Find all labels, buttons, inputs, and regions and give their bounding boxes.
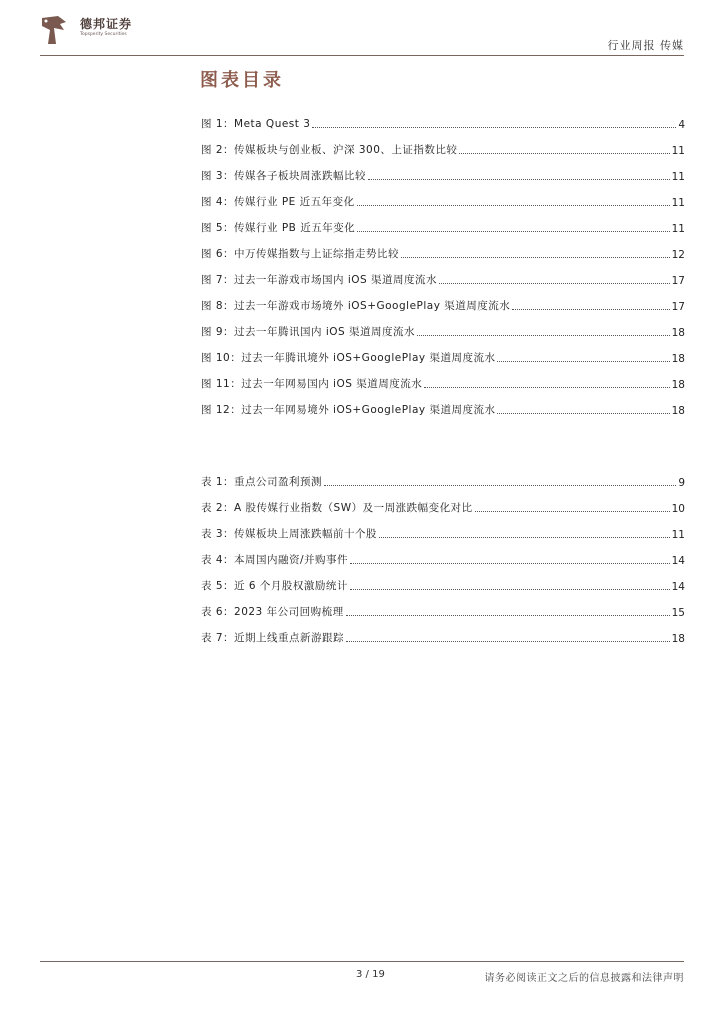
toc-entry-table[interactable]	[201, 619, 685, 645]
toc-entry-page: 9	[678, 477, 685, 489]
toc-entry-label: 图 9：过去一年腾讯国内 iOS 渠道周度流水	[201, 326, 416, 338]
toc-leader	[346, 614, 670, 616]
toc-entry-figure[interactable]	[201, 339, 685, 365]
toc-leader	[357, 204, 670, 206]
toc-leader	[346, 640, 670, 642]
toc-entry-page: 11	[671, 145, 685, 157]
toc-leader	[424, 386, 669, 388]
toc-entry-label: 图 1：Meta Quest 3	[201, 118, 311, 130]
toc-leader	[459, 152, 669, 154]
header-divider	[40, 55, 684, 56]
figure-list	[201, 105, 685, 417]
toc-entry-table[interactable]	[201, 489, 685, 515]
toc-entry-label: 表 5：近 6 个月股权激励统计	[201, 580, 348, 592]
toc-entry-label: 表 7：近期上线重点新游跟踪	[201, 632, 345, 644]
toc-entry-figure[interactable]	[201, 183, 685, 209]
toc-entry-page: 11	[671, 529, 685, 541]
toc-entry-page: 18	[671, 633, 685, 645]
toc-entry-figure[interactable]	[201, 287, 685, 313]
toc-entry-page: 18	[671, 327, 685, 339]
toc-entry-figure[interactable]	[201, 131, 685, 157]
toc-entry-page: 18	[671, 353, 685, 365]
toc-entry-table[interactable]	[201, 541, 685, 567]
toc-entry-page: 12	[671, 249, 685, 261]
logo-text-cn: 德邦证券	[80, 17, 133, 31]
page-header	[0, 0, 724, 60]
toc-entry-page: 11	[671, 197, 685, 209]
toc-entry-figure[interactable]	[201, 105, 685, 131]
toc-entry-table[interactable]	[201, 463, 685, 489]
toc-entry-page: 11	[671, 223, 685, 235]
toc-entry-page: 15	[671, 607, 685, 619]
toc-entry-figure[interactable]	[201, 391, 685, 417]
table-list	[201, 463, 685, 645]
toc-title: 图表目录	[200, 70, 284, 91]
toc-leader	[475, 510, 670, 512]
toc-leader	[324, 484, 676, 486]
company-logo	[40, 14, 140, 50]
toc-entry-figure[interactable]	[201, 313, 685, 339]
toc-entry-page: 10	[671, 503, 685, 515]
footer-divider	[40, 961, 684, 962]
toc-leader	[368, 178, 670, 180]
toc-entry-label: 表 4：本周国内融资/并购事件	[201, 554, 349, 566]
toc-leader	[497, 360, 669, 362]
toc-entry-page: 18	[671, 405, 685, 417]
toc-entry-label: 图 12：过去一年网易境外 iOS+GooglePlay 渠道周度流水	[201, 404, 496, 416]
toc-leader	[512, 308, 669, 310]
page-number: 3 / 19	[356, 969, 385, 980]
toc-entry-page: 4	[678, 119, 685, 131]
toc-leader	[350, 562, 670, 564]
toc-entry-label: 表 2：A 股传媒行业指数（SW）及一周涨跌幅变化对比	[201, 502, 473, 514]
report-category: 行业周报 传媒	[607, 39, 684, 52]
toc-entry-page: 11	[671, 171, 685, 183]
toc-leader	[379, 536, 670, 538]
toc-entry-figure[interactable]	[201, 235, 685, 261]
toc-entry-page: 17	[671, 275, 685, 287]
toc-entry-figure[interactable]	[201, 209, 685, 235]
logo-icon	[40, 14, 70, 46]
toc-entry-figure[interactable]	[201, 157, 685, 183]
toc-entry-label: 图 11：过去一年网易国内 iOS 渠道周度流水	[201, 378, 423, 390]
toc-entry-label: 表 1：重点公司盈利预测	[201, 476, 323, 488]
toc-entry-label: 图 4：传媒行业 PE 近五年变化	[201, 196, 355, 208]
toc-entry-label: 图 7：过去一年游戏市场国内 iOS 渠道周度流水	[201, 274, 438, 286]
toc-entry-figure[interactable]	[201, 365, 685, 391]
toc-entry-label: 图 8：过去一年游戏市场境外 iOS+GooglePlay 渠道周度流水	[201, 300, 511, 312]
toc-entry-label: 图 10：过去一年腾讯境外 iOS+GooglePlay 渠道周度流水	[201, 352, 496, 364]
toc-entry-page: 18	[671, 379, 685, 391]
toc-leader	[357, 230, 669, 232]
toc-entry-page: 14	[671, 581, 685, 593]
logo-text-en: Topsperity Securities	[80, 32, 127, 37]
toc-entry-label: 表 6：2023 年公司回购梳理	[201, 606, 344, 618]
toc-leader	[401, 256, 670, 258]
toc-entry-label: 表 3：传媒板块上周涨跌幅前十个股	[201, 528, 378, 540]
toc-entry-table[interactable]	[201, 515, 685, 541]
toc-entry-page: 17	[671, 301, 685, 313]
toc-leader	[350, 588, 670, 590]
toc-entry-page: 14	[671, 555, 685, 567]
toc-entry-label: 图 3：传媒各子板块周涨跌幅比较	[201, 170, 367, 182]
toc-leader	[497, 412, 669, 414]
toc-leader	[439, 282, 670, 284]
toc-leader	[312, 126, 676, 128]
legal-disclaimer: 请务必阅读正文之后的信息披露和法律声明	[484, 973, 684, 984]
toc-entry-table[interactable]	[201, 593, 685, 619]
toc-entry-label: 图 2：传媒板块与创业板、沪深 300、上证指数比较	[201, 144, 458, 156]
toc-entry-table[interactable]	[201, 567, 685, 593]
toc-entry-label: 图 5：传媒行业 PB 近五年变化	[201, 222, 356, 234]
toc-entry-figure[interactable]	[201, 261, 685, 287]
toc-entry-label: 图 6：中万传媒指数与上证综指走势比较	[201, 248, 400, 260]
toc-leader	[417, 334, 670, 336]
